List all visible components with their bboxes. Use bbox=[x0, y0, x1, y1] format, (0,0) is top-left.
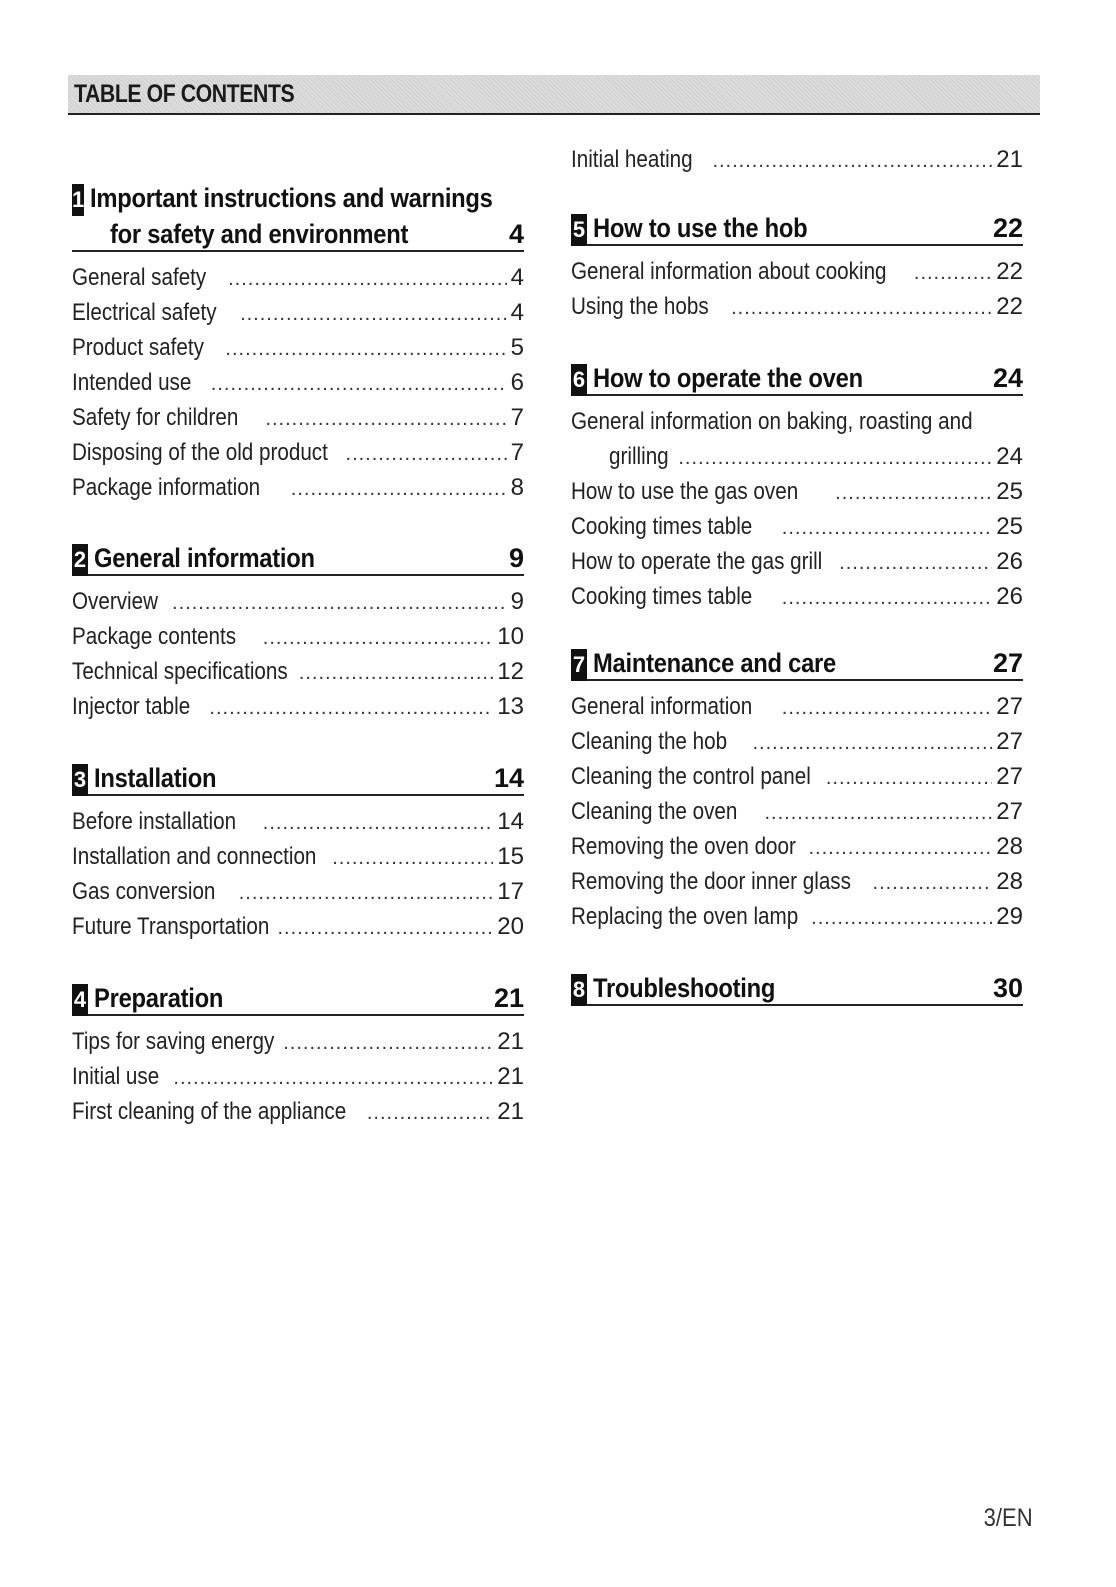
dot-leader bbox=[239, 882, 494, 905]
entry-label: How to operate the gas grill bbox=[571, 548, 823, 575]
entry-label: General information on baking, roasting and bbox=[571, 408, 973, 435]
section-number-badge: 5 bbox=[571, 214, 587, 246]
section-entries bbox=[72, 588, 524, 728]
dot-leader bbox=[240, 303, 507, 326]
toc-section-8[interactable] bbox=[571, 968, 1023, 1006]
toc-entry[interactable] bbox=[571, 833, 1023, 868]
dot-leader bbox=[263, 812, 494, 835]
dot-leader bbox=[299, 662, 494, 685]
section-heading[interactable] bbox=[571, 358, 1023, 396]
toc-section-4[interactable] bbox=[72, 978, 524, 1133]
entry-page: 10 bbox=[497, 623, 524, 650]
toc-entry[interactable] bbox=[72, 299, 524, 334]
toc-entry[interactable] bbox=[571, 798, 1023, 833]
toc-entry[interactable] bbox=[571, 903, 1023, 938]
section-title: Installation bbox=[94, 763, 217, 793]
section-heading[interactable] bbox=[72, 758, 524, 796]
dot-leader bbox=[764, 802, 992, 825]
entry-label: Gas conversion bbox=[72, 878, 216, 905]
entry-page: 21 bbox=[497, 1063, 524, 1090]
section-number-badge: 2 bbox=[72, 544, 88, 576]
toc-entry[interactable] bbox=[72, 843, 524, 878]
dot-leader bbox=[225, 338, 506, 361]
entry-label: Package information bbox=[72, 474, 261, 501]
toc-entry[interactable] bbox=[72, 474, 524, 509]
dot-leader bbox=[332, 847, 493, 870]
entry-page: 21 bbox=[497, 1098, 524, 1125]
toc-entry[interactable] bbox=[72, 693, 524, 728]
toc-entry[interactable] bbox=[72, 623, 524, 658]
entry-page: 26 bbox=[996, 583, 1023, 610]
entry-page: 27 bbox=[996, 763, 1023, 790]
section-number-badge: 1 bbox=[72, 184, 84, 216]
toc-section-6[interactable] bbox=[571, 358, 1023, 618]
entry-label: Electrical safety bbox=[72, 299, 217, 326]
section-title-continued: for safety and environment bbox=[110, 219, 409, 249]
toc-entry-wrapped-line1[interactable] bbox=[571, 408, 1023, 443]
section-entries bbox=[72, 808, 524, 948]
dot-leader bbox=[265, 408, 506, 431]
entry-label: Future Transportation bbox=[72, 913, 270, 940]
toc-section-2[interactable] bbox=[72, 538, 524, 728]
dot-leader bbox=[209, 697, 493, 720]
dot-leader bbox=[211, 373, 507, 396]
entry-label: Cleaning the oven bbox=[571, 798, 738, 825]
dot-leader bbox=[731, 297, 992, 320]
toc-entry[interactable] bbox=[72, 1063, 524, 1098]
section-title: Troubleshooting bbox=[593, 973, 776, 1003]
section-number-badge: 6 bbox=[571, 364, 587, 396]
entry-page: 28 bbox=[996, 833, 1023, 860]
page-header bbox=[68, 75, 1040, 115]
page-number: 3/EN bbox=[984, 1504, 1033, 1532]
toc-entry[interactable] bbox=[571, 146, 1023, 181]
dot-leader bbox=[263, 627, 494, 650]
dot-leader bbox=[782, 587, 993, 610]
dot-leader bbox=[782, 697, 993, 720]
entry-page: 29 bbox=[996, 903, 1023, 930]
toc-entry-wrapped-line2[interactable] bbox=[571, 443, 1023, 478]
section-page: 22 bbox=[992, 213, 1023, 243]
entry-label: General safety bbox=[72, 264, 207, 291]
section-page: 21 bbox=[493, 983, 524, 1013]
section-title: How to use the hob bbox=[593, 213, 808, 243]
toc-entry[interactable] bbox=[571, 868, 1023, 903]
section-page: 30 bbox=[992, 973, 1023, 1003]
entry-page: 25 bbox=[996, 478, 1023, 505]
entry-page: 22 bbox=[996, 293, 1023, 320]
entry-label: Cooking times table bbox=[571, 513, 753, 540]
section-number-badge: 8 bbox=[571, 974, 587, 1006]
entry-page: 20 bbox=[497, 913, 524, 940]
section-heading[interactable] bbox=[571, 968, 1023, 1006]
entry-page: 21 bbox=[996, 146, 1023, 173]
entry-page: 25 bbox=[996, 513, 1023, 540]
entry-label: Disposing of the old product bbox=[72, 439, 328, 466]
entry-label: Installation and connection bbox=[72, 843, 317, 870]
entry-label: General information bbox=[571, 693, 753, 720]
toc-entry[interactable] bbox=[72, 1028, 524, 1063]
entry-page: 17 bbox=[497, 878, 524, 905]
entry-label: Removing the oven door bbox=[571, 833, 796, 860]
toc-section-1[interactable] bbox=[72, 178, 524, 509]
section-page: 4 bbox=[508, 219, 524, 249]
entry-label: Using the hobs bbox=[571, 293, 709, 320]
entry-page: 27 bbox=[996, 728, 1023, 755]
entry-label: First cleaning of the appliance bbox=[72, 1098, 347, 1125]
toc-entry[interactable] bbox=[72, 913, 524, 948]
toc-entry[interactable] bbox=[72, 658, 524, 693]
entry-label: grilling bbox=[609, 443, 669, 470]
entry-label: Overview bbox=[72, 588, 159, 615]
toc-entry[interactable] bbox=[72, 369, 524, 404]
toc-entry[interactable] bbox=[571, 548, 1023, 583]
entry-label: General information about cooking bbox=[571, 258, 887, 285]
entry-page: 27 bbox=[996, 798, 1023, 825]
page-title: TABLE OF CONTENTS bbox=[74, 80, 295, 108]
entry-page: 14 bbox=[497, 808, 524, 835]
entry-label: Intended use bbox=[72, 369, 192, 396]
toc-entry[interactable] bbox=[571, 763, 1023, 798]
entry-page: 4 bbox=[510, 299, 524, 326]
toc-entry[interactable] bbox=[72, 334, 524, 369]
section-heading[interactable] bbox=[571, 208, 1023, 246]
section-number-badge: 4 bbox=[72, 984, 88, 1016]
entry-label: Cleaning the control panel bbox=[571, 763, 811, 790]
entry-page: 26 bbox=[996, 548, 1023, 575]
entry-label: Product safety bbox=[72, 334, 204, 361]
entry-page: 12 bbox=[497, 658, 524, 685]
entry-page: 7 bbox=[510, 439, 524, 466]
toc-section-5[interactable] bbox=[571, 208, 1023, 328]
dot-leader bbox=[873, 872, 993, 895]
dot-leader bbox=[173, 1067, 493, 1090]
entry-label: Removing the door inner glass bbox=[571, 868, 851, 895]
entry-page: 28 bbox=[996, 868, 1023, 895]
section-title: Preparation bbox=[94, 983, 224, 1013]
entry-page: 5 bbox=[510, 334, 524, 361]
dot-leader bbox=[228, 268, 507, 291]
entry-page: 24 bbox=[996, 443, 1023, 470]
section-number-badge: 7 bbox=[571, 649, 587, 681]
entry-label: Replacing the oven lamp bbox=[571, 903, 799, 930]
toc-entry[interactable] bbox=[72, 808, 524, 843]
entry-label: Cleaning the hob bbox=[571, 728, 728, 755]
dot-leader bbox=[277, 917, 493, 940]
section-title: How to operate the oven bbox=[593, 363, 863, 393]
dot-leader bbox=[835, 482, 992, 505]
toc-entry[interactable] bbox=[571, 728, 1023, 763]
toc-entry[interactable] bbox=[72, 404, 524, 439]
entry-page: 8 bbox=[510, 474, 524, 501]
entry-page: 21 bbox=[497, 1028, 524, 1055]
dot-leader bbox=[678, 447, 992, 470]
dot-leader bbox=[826, 767, 992, 790]
toc-entry[interactable] bbox=[72, 439, 524, 474]
toc-entry[interactable] bbox=[571, 293, 1023, 328]
section-heading[interactable] bbox=[72, 178, 524, 252]
section-page: 24 bbox=[992, 363, 1023, 393]
dot-leader bbox=[839, 552, 992, 575]
entry-page: 7 bbox=[510, 404, 524, 431]
dot-leader bbox=[811, 907, 992, 930]
dot-leader bbox=[809, 837, 993, 860]
section-entries bbox=[571, 693, 1023, 938]
toc-entry[interactable] bbox=[72, 588, 524, 623]
entry-label: Technical specifications bbox=[72, 658, 288, 685]
section-page: 14 bbox=[493, 763, 524, 793]
dot-leader bbox=[172, 592, 507, 615]
entry-page: 22 bbox=[996, 258, 1023, 285]
dot-leader bbox=[283, 1032, 493, 1055]
toc-entry[interactable] bbox=[72, 878, 524, 913]
dot-leader bbox=[914, 262, 992, 285]
entry-label: Cooking times table bbox=[571, 583, 753, 610]
entry-label: Tips for saving energy bbox=[72, 1028, 275, 1055]
toc-section-7[interactable] bbox=[571, 643, 1023, 938]
section-entries bbox=[571, 408, 1023, 618]
section-entries bbox=[571, 258, 1023, 328]
dot-leader bbox=[291, 478, 507, 501]
section-heading[interactable] bbox=[571, 643, 1023, 681]
dot-leader bbox=[782, 517, 993, 540]
section-title: General information bbox=[94, 543, 315, 573]
dot-leader bbox=[367, 1102, 493, 1125]
section-page: 9 bbox=[508, 543, 524, 573]
toc-entry[interactable] bbox=[571, 258, 1023, 293]
toc-continuation bbox=[571, 146, 1023, 181]
entry-label: Before installation bbox=[72, 808, 237, 835]
section-heading[interactable] bbox=[72, 538, 524, 576]
toc-entry[interactable] bbox=[571, 693, 1023, 728]
entry-page: 15 bbox=[497, 843, 524, 870]
toc-entry[interactable] bbox=[72, 1098, 524, 1133]
entry-label: Initial use bbox=[72, 1063, 160, 1090]
section-entries bbox=[72, 1028, 524, 1133]
dot-leader bbox=[712, 150, 992, 173]
section-title: Important instructions and warnings bbox=[90, 183, 493, 213]
section-title: Maintenance and care bbox=[593, 648, 836, 678]
dot-leader bbox=[752, 732, 992, 755]
entry-page: 27 bbox=[996, 693, 1023, 720]
toc-section-3[interactable] bbox=[72, 758, 524, 948]
section-heading[interactable] bbox=[72, 978, 524, 1016]
toc-entry[interactable] bbox=[72, 264, 524, 299]
section-page: 27 bbox=[992, 648, 1023, 678]
toc-entry[interactable] bbox=[571, 583, 1023, 618]
toc-entry[interactable] bbox=[571, 478, 1023, 513]
entry-page: 6 bbox=[510, 369, 524, 396]
section-entries bbox=[72, 264, 524, 509]
entry-label: Safety for children bbox=[72, 404, 239, 431]
dot-leader bbox=[346, 443, 507, 466]
entry-label: Injector table bbox=[72, 693, 191, 720]
entry-label: Initial heating bbox=[571, 146, 693, 173]
entry-page: 9 bbox=[510, 588, 524, 615]
entry-page: 4 bbox=[510, 264, 524, 291]
section-number-badge: 3 bbox=[72, 764, 88, 796]
entry-label: How to use the gas oven bbox=[571, 478, 799, 505]
entry-page: 13 bbox=[497, 693, 524, 720]
toc-entry[interactable] bbox=[571, 513, 1023, 548]
entry-label: Package contents bbox=[72, 623, 237, 650]
